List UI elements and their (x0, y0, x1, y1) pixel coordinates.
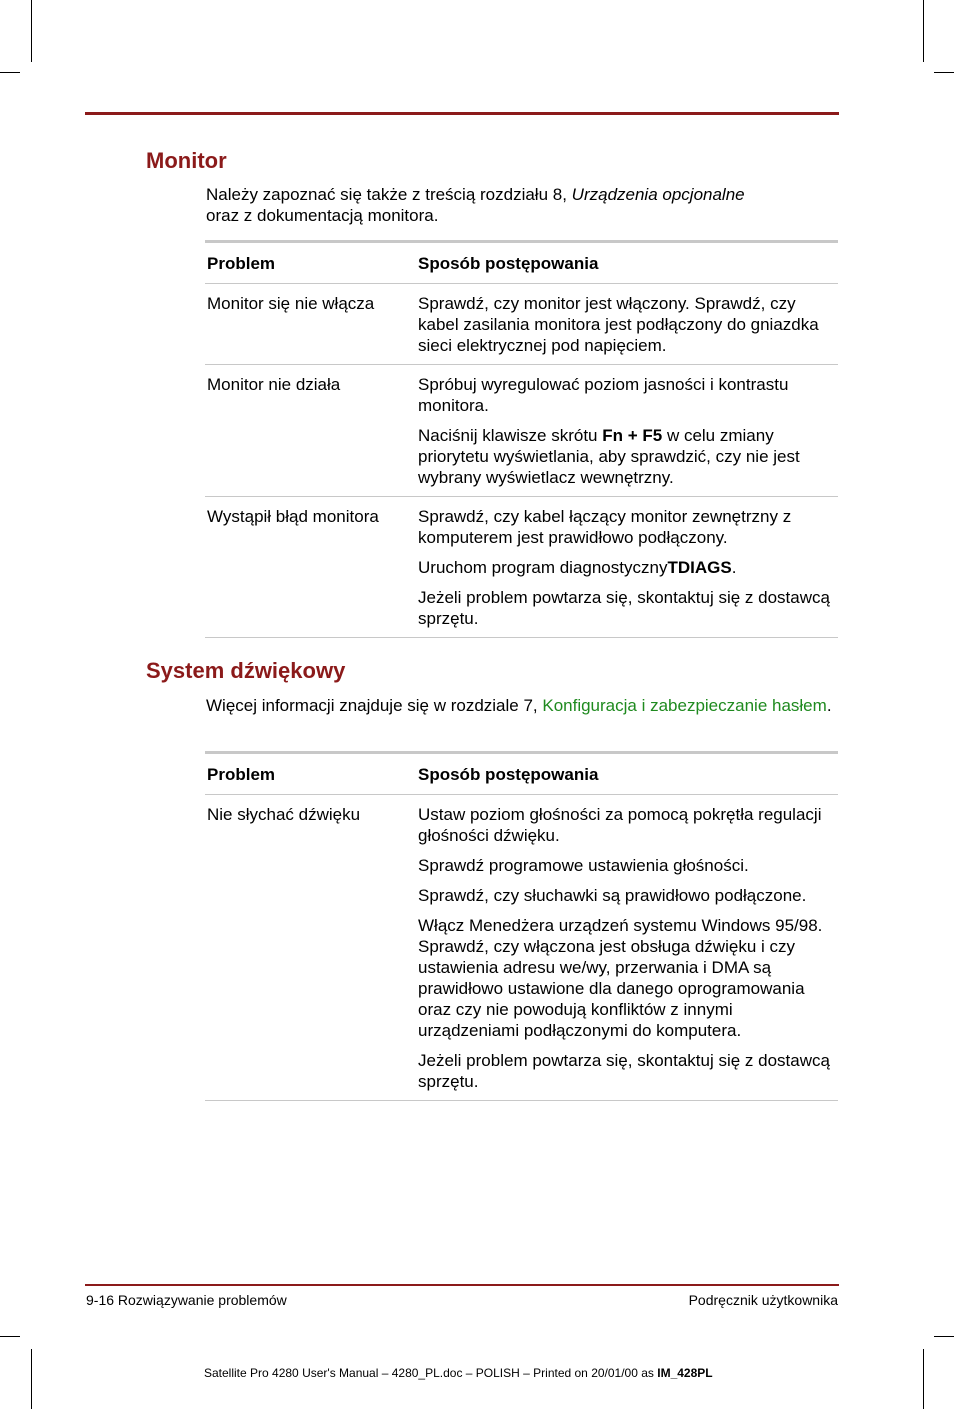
footer-manual-title: Podręcznik użytkownika (688, 1292, 838, 1308)
column-header-solution: Sposób postępowania (418, 765, 599, 784)
problem-cell: Monitor nie działa (207, 375, 341, 394)
solution-text-part: Uruchom program diagnostyczny (418, 558, 668, 577)
footer-page-label: 9-16 Rozwiązywanie problemów (86, 1292, 287, 1308)
table-row (205, 284, 838, 365)
solution-text: Sprawdź, czy monitor jest włączony. Sprawdź, czy kabel zasilania monitora jest podłączony do gniazdka sieci elektrycznej pod napięciem. (418, 294, 819, 355)
solution-cell (416, 497, 838, 638)
table-row (205, 365, 838, 497)
table-header-row (205, 753, 838, 795)
solution-text-part: Naciśnij klawisze skrótu (418, 426, 603, 445)
solution-text-part: w celu zmiany priorytetu wyświetlania, aby sprawdzić, czy nie jest wybrany wyświetlacz wewnętrzny. (418, 426, 800, 487)
column-header-solution: Sposób postępowania (418, 254, 599, 273)
table-row (205, 795, 838, 1101)
crop-mark (923, 1349, 924, 1409)
solution-text: Sprawdź, czy kabel łączący monitor zewnętrzny z komputerem jest prawidłowo podłączony. (418, 507, 792, 547)
monitor-table (205, 240, 838, 638)
solution-cell (416, 365, 838, 497)
table-row (205, 497, 838, 638)
crop-mark (934, 72, 954, 73)
program-name: TDIAGS (667, 558, 732, 577)
print-info (204, 1366, 713, 1380)
table-header-row (205, 242, 838, 284)
monitor-intro (206, 184, 846, 226)
sound-intro-text-end: . (826, 696, 832, 715)
monitor-intro-text-end: oraz z dokumentacją monitora. (206, 206, 439, 225)
section-heading-monitor: Monitor (146, 148, 227, 173)
solution-text-part: . (731, 558, 737, 577)
sound-intro-text: Więcej informacji znajduje się w rozdziale 7, (206, 696, 543, 715)
sound-intro (206, 695, 838, 716)
chapter-link[interactable]: Konfiguracja i zabezpieczanie hasłem (542, 696, 827, 715)
monitor-intro-text: Należy zapoznać się także z treścią rozdziału 8, (206, 185, 572, 204)
column-header-problem: Problem (207, 254, 276, 273)
solution-text: Ustaw poziom głośności za pomocą pokrętła regulacji głośności dźwięku. (418, 805, 822, 845)
solution-cell (416, 795, 838, 1101)
monitor-intro-chapter: Urządzenia opcjonalne (571, 185, 745, 204)
print-info-code: IM_428PL (657, 1366, 713, 1380)
solution-text (418, 557, 836, 578)
solution-text: Sprawdź programowe ustawienia głośności. (418, 856, 749, 875)
solution-text: Włącz Menedżera urządzeń systemu Windows 95/98. Sprawdź, czy włączona jest obsługa dźwięku i czy ustawienia adresu we/wy, przerwania i DMA są prawidłowo ustawione dla danego oprogramowania oraz czy nie powodują konfliktów z innymi urządzeniami podłączonymi do komputera. (418, 916, 823, 1040)
solution-text (418, 425, 836, 488)
problem-cell: Monitor się nie włącza (207, 294, 375, 313)
crop-mark (31, 0, 32, 62)
problem-cell: Wystąpił błąd monitora (207, 507, 379, 526)
hotkey-text: Fn + F5 (602, 426, 663, 445)
header-rule (85, 112, 839, 115)
print-info-text: Satellite Pro 4280 User's Manual – 4280_PL.doc – POLISH – Printed on 20/01/00 as (204, 1366, 658, 1380)
section-heading-sound: System dźwiękowy (146, 658, 346, 683)
column-header-problem: Problem (207, 765, 276, 784)
solution-text: Jeżeli problem powtarza się, skontaktuj się z dostawcą sprzętu. (418, 1051, 830, 1091)
crop-mark (0, 72, 20, 73)
problem-cell: Nie słychać dźwięku (207, 805, 361, 824)
solution-text: Jeżeli problem powtarza się, skontaktuj się z dostawcą sprzętu. (418, 588, 830, 628)
crop-mark (31, 1349, 32, 1409)
solution-text: Sprawdź, czy słuchawki są prawidłowo podłączone. (418, 886, 807, 905)
crop-mark (0, 1336, 20, 1337)
solution-text: Spróbuj wyregulować poziom jasności i kontrastu monitora. (418, 375, 789, 415)
crop-mark (923, 0, 924, 62)
crop-mark (934, 1336, 954, 1337)
solution-cell (416, 284, 838, 365)
footer-rule (85, 1284, 839, 1286)
sound-table (205, 751, 838, 1101)
